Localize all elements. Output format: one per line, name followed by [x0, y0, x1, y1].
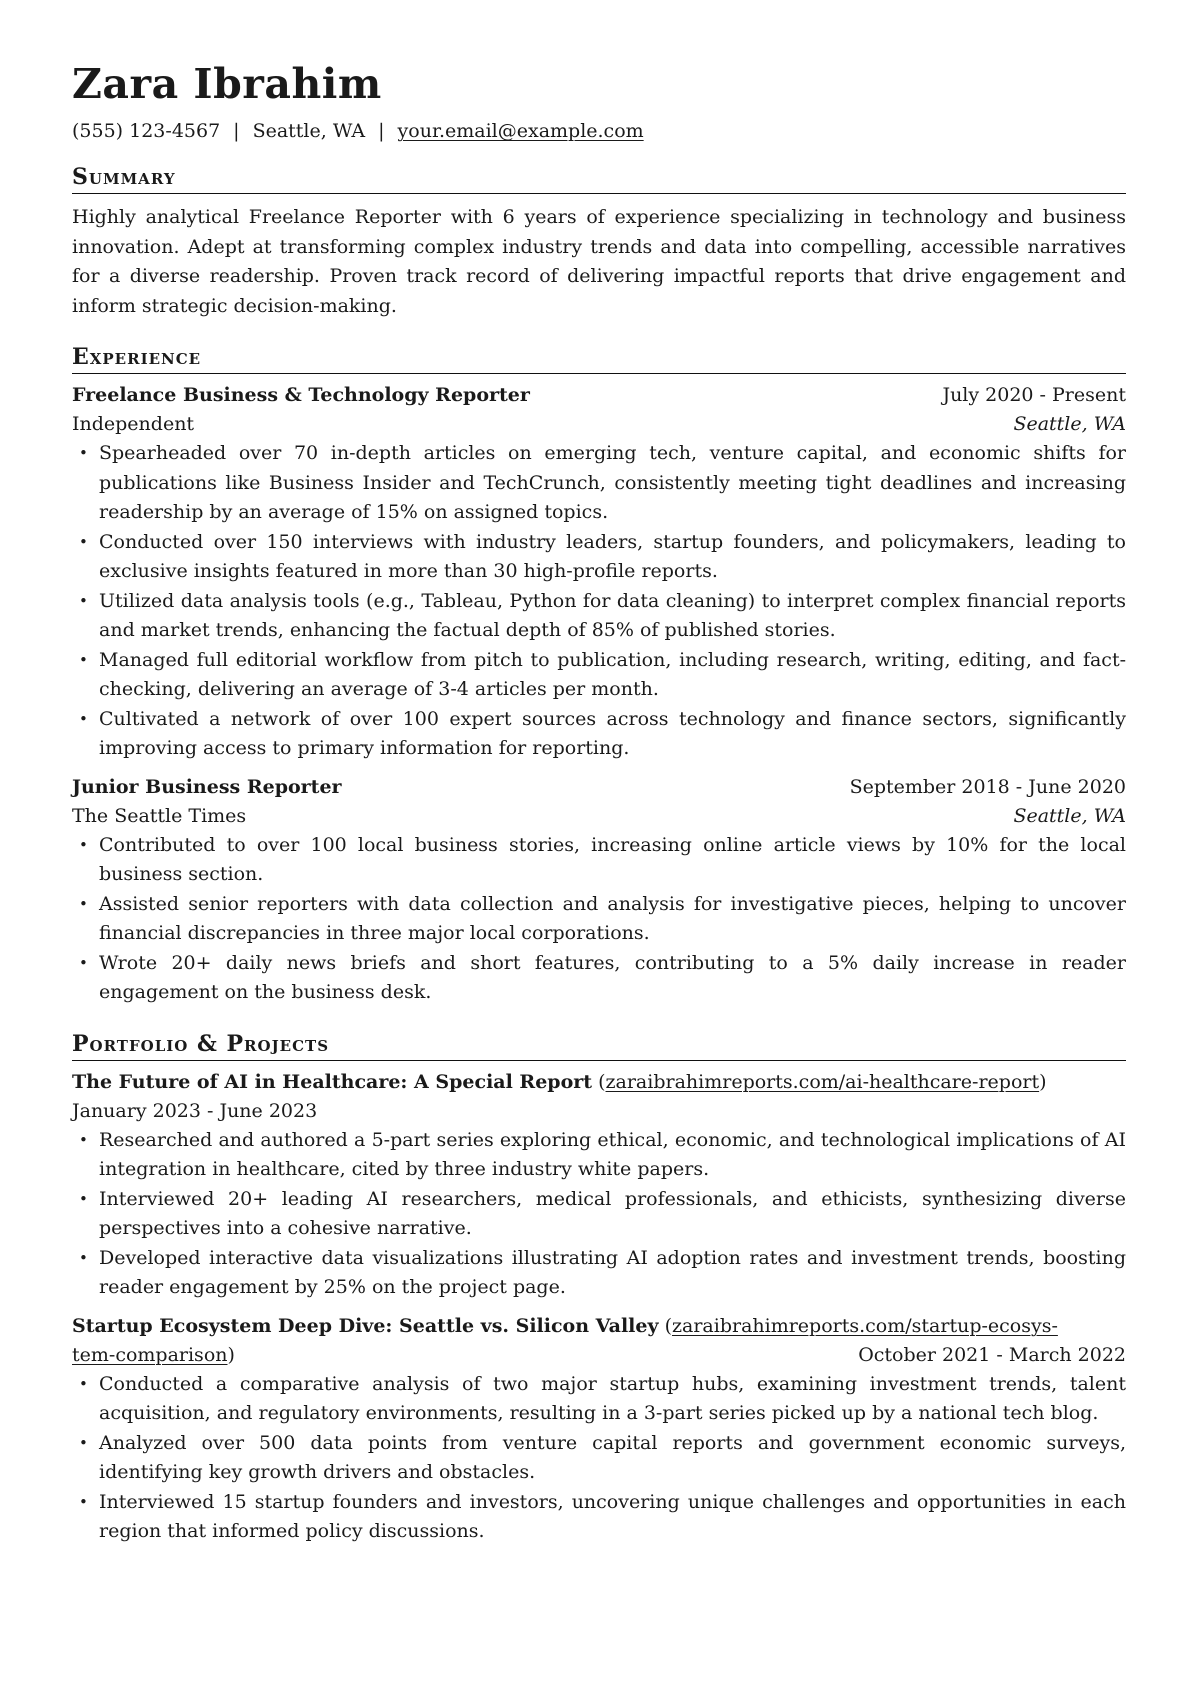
project-name: Startup Ecosystem Deep Dive: Seattle vs. Silicon Valley	[72, 1314, 659, 1337]
bullet-text: Managed full editorial workflow from pitch to publication, including research, writing, editing, and fact-checking, delivering an average of 3-4 articles per month.	[99, 648, 1126, 700]
job-header-row	[72, 773, 1126, 802]
project-link-dates-row	[72, 1341, 1126, 1370]
bullet-icon: •	[79, 1189, 88, 1208]
bullet-icon: •	[79, 835, 88, 854]
job-bullets	[72, 439, 1126, 764]
project-bullets	[72, 1370, 1126, 1547]
bullet-text: Researched and authored a 5-part series exploring ethical, economic, and technological implications of AI integration in healthcare, cited by three industry white papers.	[99, 1128, 1126, 1180]
bullet-item	[72, 439, 1126, 528]
job-entry	[72, 381, 1126, 764]
bullet-item	[72, 705, 1126, 764]
resume-header	[72, 58, 1126, 144]
bullet-text: Interviewed 15 startup founders and investors, uncovering unique challenges and opportunities in each region that informed policy discussions.	[99, 1490, 1126, 1542]
bullet-icon: •	[79, 1248, 88, 1267]
job-entry	[72, 773, 1126, 1008]
job-company: The Seattle Times	[72, 804, 247, 827]
bullet-item	[72, 1185, 1126, 1244]
job-dates: September 2018 - June 2020	[849, 775, 1126, 798]
project-header-row	[72, 1068, 1126, 1097]
bullet-icon: •	[79, 894, 88, 913]
bullet-text: Cultivated a network of over 100 expert sources across technology and finance sectors, significantly improving access to primary information for reporting.	[99, 707, 1126, 759]
project-dates-row	[72, 1097, 1126, 1126]
bullet-item	[72, 831, 1126, 890]
bullet-item	[72, 1244, 1126, 1303]
job-dates: July 2020 - Present	[942, 384, 1126, 406]
bullet-item	[72, 528, 1126, 587]
bullet-icon: •	[79, 650, 88, 669]
bullet-item	[72, 646, 1126, 705]
summary-section	[72, 163, 1126, 321]
project-link[interactable]: tem-comparison	[72, 1343, 228, 1366]
section-title-experience: Experience	[72, 343, 1126, 374]
bullet-icon: •	[79, 1130, 88, 1149]
phone-number: (555) 123-4567	[72, 120, 221, 142]
contact-separator: |	[378, 120, 385, 142]
project-link[interactable]: zaraibrahimreports.com/ai-healthcare-report	[605, 1070, 1040, 1093]
bullet-text: Contributed to over 100 local business stories, increasing online article views by 10% for the local business section.	[99, 833, 1126, 885]
project-link-continued: tem-comparison)	[72, 1343, 235, 1366]
bullet-text: Utilized data analysis tools (e.g., Tableau, Python for data cleaning) to interpret complex financial reports and market trends, enhancing the factual depth of 85% of published stories.	[99, 589, 1126, 641]
job-role: Freelance Business & Technology Reporter	[72, 384, 530, 406]
section-title-summary: Summary	[72, 163, 1126, 194]
bullet-item	[72, 587, 1126, 646]
bullet-text: Analyzed over 500 data points from venture capital reports and government economic surveys, identifying key growth drivers and obstacles.	[99, 1431, 1126, 1483]
bullet-text: Interviewed 20+ leading AI researchers, medical professionals, and ethicists, synthesizing diverse perspectives into a cohesive narrative.	[99, 1187, 1126, 1239]
bullet-icon: •	[79, 709, 88, 728]
candidate-name: Zara Ibrahim	[72, 60, 382, 108]
project-bullets	[72, 1126, 1126, 1303]
resume-page	[72, 58, 1126, 1547]
bullet-text: Assisted senior reporters with data collection and analysis for investigative pieces, helping to uncover financial discrepancies in three major local corporations.	[99, 892, 1126, 944]
bullet-icon: •	[79, 591, 88, 610]
project-link-wrapper: (zaraibrahimreports.com/startup-ecosys-	[658, 1314, 1058, 1337]
bullet-icon: •	[79, 1492, 88, 1511]
bullet-item	[72, 890, 1126, 949]
summary-text: Highly analytical Freelance Reporter with 6 years of experience specializing in technology and business innovation. Adept at transforming complex industry trends and data into compelling, accessible narratives for a diverse readership. Proven track record of delivering impactful reports that drive engagement and inform strategic decision-making.	[72, 206, 1126, 317]
bullet-text: Wrote 20+ daily news briefs and short features, contributing to a 5% daily increase in reader engagement on the business desk.	[99, 951, 1126, 1003]
job-company: Independent	[72, 413, 195, 435]
bullet-item	[72, 1488, 1126, 1547]
bullet-icon: •	[79, 1374, 88, 1393]
project-link[interactable]: zaraibrahimreports.com/startup-ecosys-	[672, 1314, 1058, 1337]
bullet-icon: •	[79, 532, 88, 551]
project-dates: October 2021 - March 2022	[858, 1343, 1126, 1366]
job-header-row	[72, 381, 1126, 410]
job-location: Seattle, WA	[1013, 804, 1126, 827]
bullet-item	[72, 1429, 1126, 1488]
bullet-text: Developed interactive data visualizations illustrating AI adoption rates and investment trends, boosting reader engagement by 25% on the project page.	[99, 1246, 1126, 1298]
bullet-icon: •	[79, 444, 88, 462]
contact-separator: |	[233, 120, 240, 142]
email-link[interactable]: your.email@example.com	[397, 120, 644, 142]
contact-line	[72, 118, 1126, 144]
location: Seattle, WA	[252, 120, 366, 142]
projects-section	[72, 1030, 1126, 1547]
bullet-text: Conducted over 150 interviews with industry leaders, startup founders, and policymakers, leading to exclusive insights featured in more than 30 high-profile reports.	[99, 530, 1126, 582]
job-location: Seattle, WA	[1013, 413, 1126, 435]
experience-section	[72, 343, 1126, 1008]
project-header-row	[72, 1312, 1126, 1341]
bullet-item	[72, 949, 1126, 1008]
job-company-row	[72, 410, 1126, 439]
bullet-text: Spearheaded over 70 in-depth articles on emerging tech, venture capital, and economic shifts for publications like Business Insider and TechCrunch, consistently meeting tight deadlines and increasing readership by an average of 15% on assigned topics.	[99, 442, 1126, 523]
project-name: The Future of AI in Healthcare: A Special Report	[72, 1070, 593, 1093]
bullet-text: Conducted a comparative analysis of two major startup hubs, examining investment trends, talent acquisition, and regulatory environments, resulting in a 3-part series picked up by a national tech blog.	[99, 1372, 1126, 1424]
project-entry	[72, 1068, 1126, 1303]
bullet-icon: •	[79, 1433, 88, 1452]
bullet-item	[72, 1370, 1126, 1429]
bullet-icon: •	[79, 953, 88, 972]
job-role: Junior Business Reporter	[72, 775, 342, 798]
job-company-row	[72, 802, 1126, 831]
bullet-item	[72, 1126, 1126, 1185]
section-title-projects: Portfolio & Projects	[72, 1030, 1126, 1061]
project-dates: January 2023 - June 2023	[72, 1099, 318, 1122]
project-entry	[72, 1312, 1126, 1547]
project-link-wrapper: (zaraibrahimreports.com/ai-healthcare-report)	[592, 1070, 1047, 1093]
job-bullets	[72, 831, 1126, 1008]
